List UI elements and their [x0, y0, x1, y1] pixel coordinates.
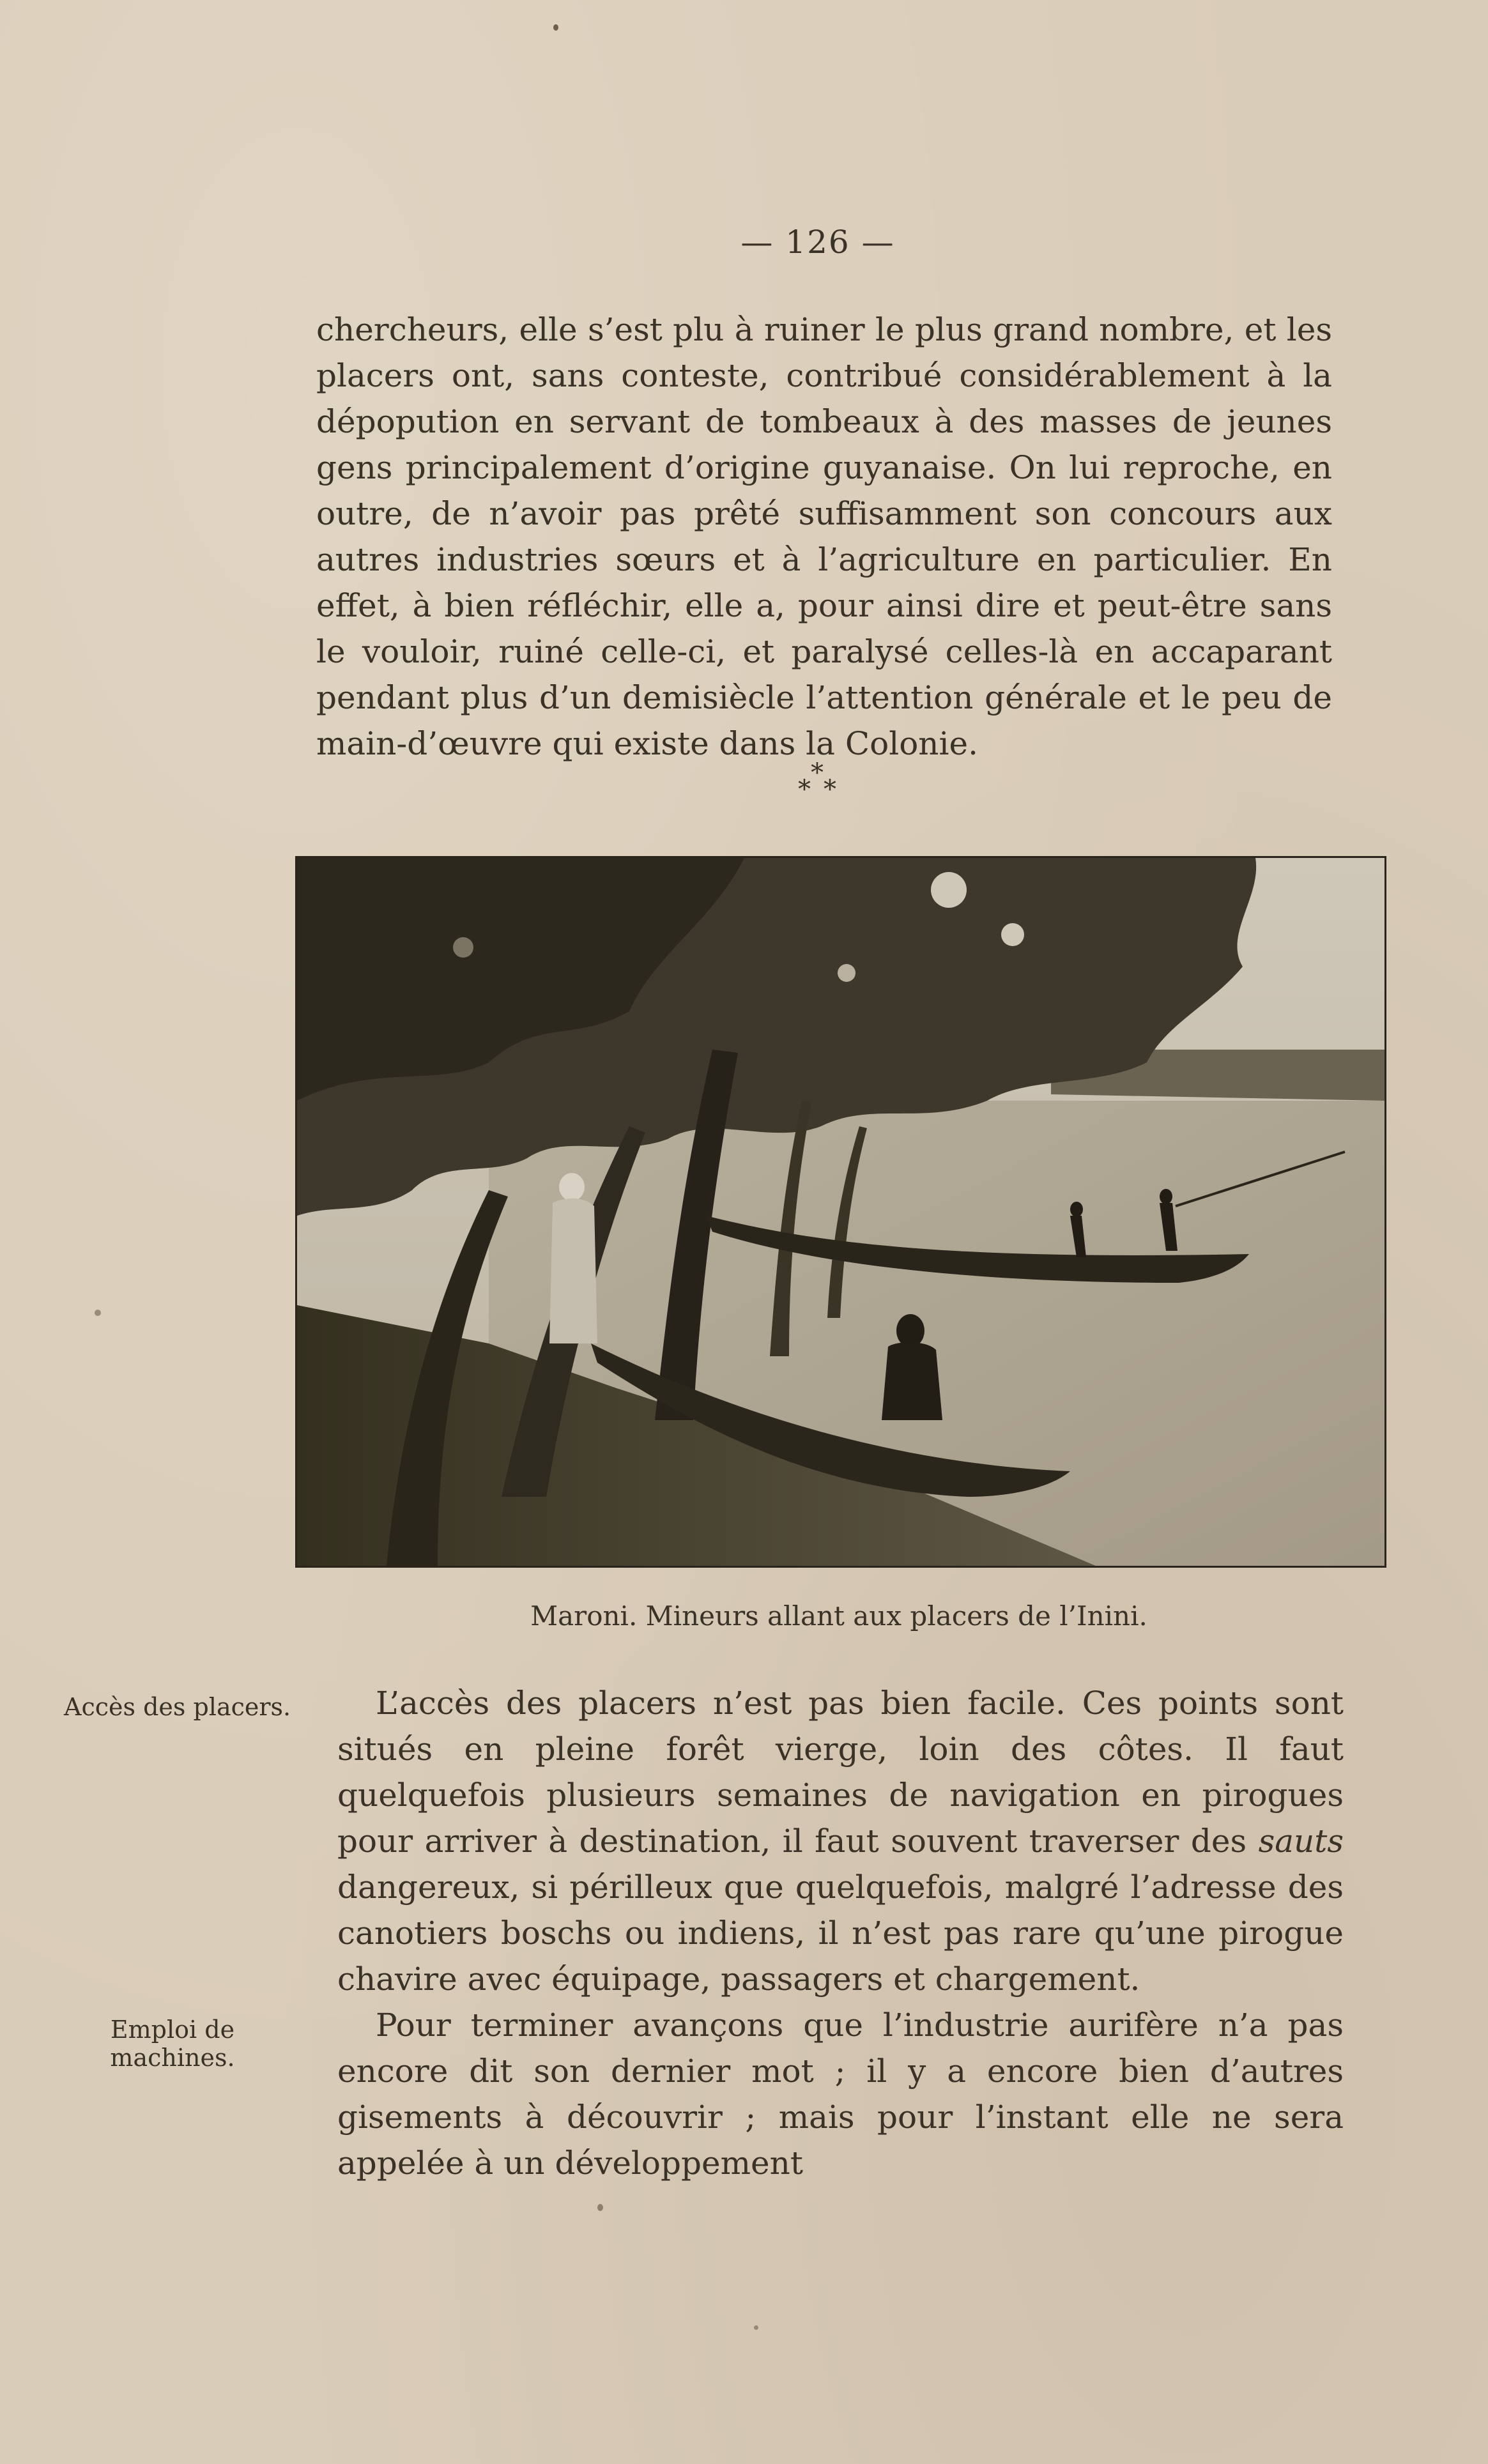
light-patch-2 — [1001, 923, 1024, 946]
bottom-text — [337, 1680, 1344, 2186]
page-number: — 126 — — [740, 224, 895, 261]
standing-figure-body — [549, 1198, 597, 1343]
paper-speck-4 — [754, 2325, 758, 2330]
figure-caption: Maroni. Mineurs allant aux placers de l’Inini. — [530, 1600, 1147, 1632]
paper-speck-1 — [553, 24, 558, 31]
margin-note-emploi: Emploi de machines. — [110, 2016, 235, 2072]
river-photo — [295, 856, 1386, 1568]
paper-speck-2 — [95, 1310, 101, 1316]
light-patch-1 — [931, 872, 967, 908]
asterism-star-top: * — [811, 758, 824, 788]
paragraph-acces-start: L’accès des placers n’est pas bien facile. Ces points sont situés en pleine forêt vierge, loin des côtes. Il faut quelquefois plusieurs semaines de navigation en pirogues pour arriver à destination, il faut souvent traverser des — [337, 1685, 1344, 1860]
river-photo-illustration — [297, 858, 1384, 1566]
paragraph-acces — [337, 1680, 1344, 2002]
paragraph-emploi: Pour terminer avançons que l’industrie aurifère n’a pas encore dit son dernier mot ; il y a encore bien d’autres gisements à découvrir ; mais pour l’instant elle ne sera appelée à un développement — [337, 2007, 1344, 2182]
top-paragraph — [316, 307, 1332, 767]
standing-figure-hat — [559, 1173, 585, 1201]
poler-1-head — [1070, 1202, 1083, 1217]
poler-2-head — [1160, 1189, 1172, 1204]
margin-note-acces: Accès des placers. — [64, 1693, 291, 1721]
light-patch-4 — [453, 937, 473, 958]
top-paragraph-text: chercheurs, elle s’est plu à ruiner le plus grand nombre, et les placers ont, sans conteste, contribué considérablement à la dépopution en servant de tombeaux à des masses de jeunes gens principalement d’origine guyanaise. On lui reproche, en outre, de n’avoir pas prêté suffisamment son concours aux autres industries sœurs et à l’agriculture en particulier. En effet, à bien réfléchir, elle a, pour ainsi dire et peut-être sans le vouloir, ruiné celle-ci, et paralysé celles-là en accaparant pendant plus d’un demisiècle l’attention générale et le peu de main-d’œuvre qui existe dans la Colonie. — [316, 311, 1332, 762]
paragraph-acces-italic: sauts — [1258, 1823, 1344, 1860]
paragraph-acces-end: dangereux, si périlleux que quelquefois, malgré l’adresse des canotiers boschs ou indiens, il n’est pas rare qu’une pirogue chavire avec équipage, passagers et chargement. — [337, 1869, 1344, 1998]
asterism-star-left: * — [798, 775, 811, 804]
paper-speck-3 — [597, 2204, 603, 2211]
light-patch-3 — [838, 964, 855, 982]
seated-figure-body — [882, 1342, 942, 1420]
asterism — [783, 760, 859, 811]
asterism-star-right: * — [824, 775, 836, 804]
